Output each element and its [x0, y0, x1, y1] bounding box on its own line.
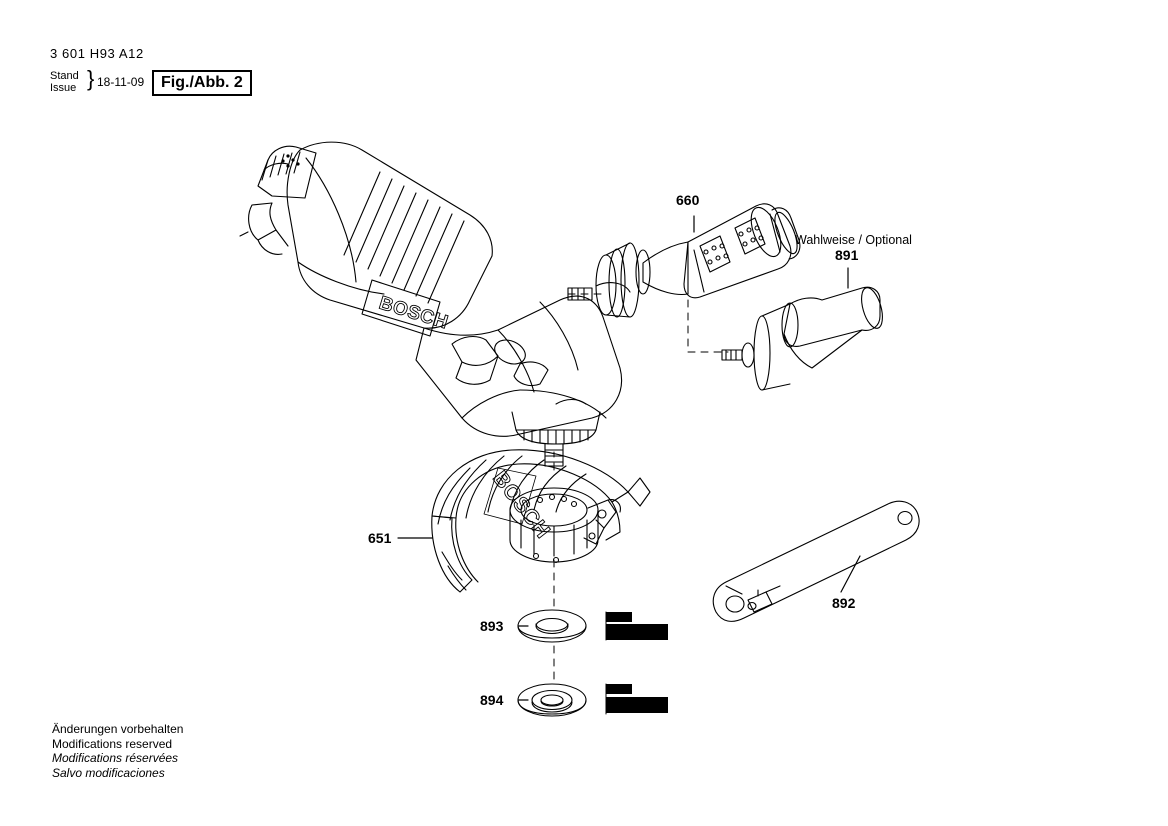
spindle-neck — [512, 412, 600, 466]
part-891-optional-handle — [722, 285, 886, 390]
axis-660-to-891 — [688, 300, 728, 352]
switch-details — [452, 335, 586, 404]
brand-text-guard: BOSCH — [488, 466, 555, 543]
footer-line-fr: Modifications réservées — [52, 751, 179, 765]
footer-line-en: Modifications reserved — [52, 736, 173, 751]
figure-badge: Fig./Abb. 2 — [152, 70, 252, 96]
part-number: 3 601 H93 A12 — [50, 46, 144, 61]
callout-891: 891 — [835, 247, 859, 263]
callout-892: 892 — [832, 595, 856, 611]
callout-651: 651 — [368, 530, 392, 546]
brand-text-housing: BOSCH — [376, 292, 451, 334]
footer-line-es: Salvo modificaciones — [52, 765, 165, 780]
issue-label: Issue — [50, 82, 77, 94]
footer-disclaimer — [52, 722, 183, 780]
leader-892 — [841, 556, 860, 592]
optional-note: Wahlweise / Optional — [795, 233, 912, 247]
callout-660: 660 — [676, 192, 700, 208]
brace-glyph: } — [87, 66, 95, 91]
part-893-section — [606, 612, 668, 640]
callout-894: 894 — [480, 692, 504, 708]
part-660-auxiliary-handle — [568, 203, 802, 317]
part-894-section — [606, 684, 668, 714]
footer-line-de: Änderungen vorbehalten — [52, 722, 184, 736]
issue-date: 18-11-09 — [97, 75, 145, 89]
stand-label: Stand — [50, 70, 79, 82]
part-892-spanner-wrench — [713, 501, 919, 621]
rear-lever — [240, 203, 288, 254]
callout-893: 893 — [480, 618, 504, 634]
